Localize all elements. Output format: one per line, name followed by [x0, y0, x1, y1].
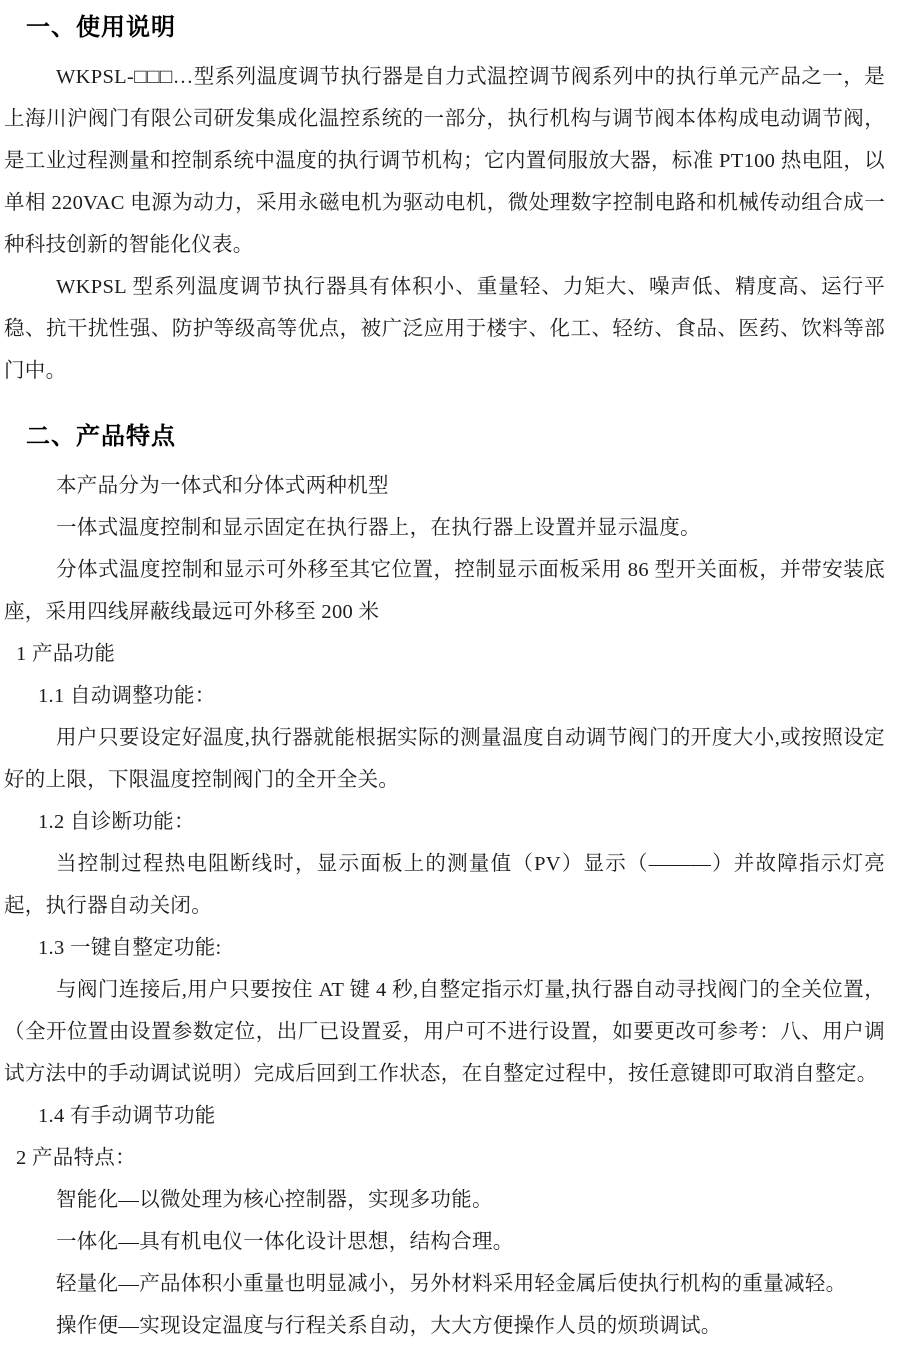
list-item-manual-adjust: 1.4 有手动调节功能 [38, 1105, 216, 1127]
paragraph-feature-integrated: 一体化—具有机电仪一体化设计思想，结构合理。 [56, 1231, 514, 1253]
list-item-product-functions: 1 产品功能 [16, 643, 116, 665]
paragraph-auto-adjust-desc: 用户只要设定好温度,执行器就能根据实际的测量温度自动调节阀门的开度大小,或按照设定好的上限，下限温度控制阀门的全开全关。 [4, 727, 885, 791]
list-item-self-diagnosis: 1.2 自诊断功能： [38, 811, 195, 833]
paragraph-product-advantages: WKPSL 型系列温度调节执行器具有体积小、重量轻、力矩大、噪声低、精度高、运行平稳、抗干扰性强、防护等级高等优点，被广泛应用于楼宇、化工、轻纺、食品、医药、饮料等部门中。 [4, 276, 885, 382]
list-item-auto-tuning: 1.3 一键自整定功能: [38, 937, 222, 959]
section-product-features [4, 419, 885, 1347]
paragraph-feature-lightweight: 轻量化—产品体积小重量也明显减小，另外材料采用轻金属后使执行机构的重量减轻。 [56, 1273, 847, 1295]
paragraph-self-diagnosis-desc: 当控制过程热电阻断线时，显示面板上的测量值（PV）显示（———）并故障指示灯亮起，执行器自动关闭。 [4, 853, 885, 917]
list-item-auto-adjust: 1.1 自动调整功能： [38, 685, 216, 707]
section-usage-instructions [4, 10, 885, 392]
section-heading-features: 二、产品特点 [26, 424, 176, 450]
list-item-product-features: 2 产品特点： [16, 1147, 136, 1169]
paragraph-product-intro: WKPSL-□□□…型系列温度调节执行器是自力式温控调节阀系列中的执行单元产品之一，是上海川沪阀门有限公司研发集成化温控系统的一部分，执行机构与调节阀本体构成电动调节阀，是工业过程测量和控制系统中温度的执行调节机构；它内置伺服放大器，标准 PT100 热电阻，以单相 220VAC 电源为动力，采用永磁电机为驱动电机，微处理数字控制电路和机械传动组合成一种科技创新的智能化仪表。 [4, 66, 885, 256]
paragraph-feature-intelligent: 智能化—以微处理为核心控制器，实现多功能。 [56, 1189, 493, 1211]
paragraph-model-types: 本产品分为一体式和分体式两种机型 [56, 475, 389, 497]
paragraph-feature-easy-operation: 操作便—实现设定温度与行程关系自动，大大方便操作人员的烦琐调试。 [56, 1315, 722, 1337]
paragraph-integrated-type: 一体式温度控制和显示固定在执行器上，在执行器上设置并显示温度。 [56, 517, 701, 539]
section-heading-usage: 一、使用说明 [26, 15, 176, 41]
paragraph-split-type: 分体式温度控制和显示可外移至其它位置，控制显示面板采用 86 型开关面板，并带安装底座，采用四线屏蔽线最远可外移至 200 米 [4, 559, 885, 623]
section-usage-body [4, 56, 885, 392]
section-features-body [4, 465, 885, 1347]
paragraph-auto-tuning-desc: 与阀门连接后,用户只要按住 AT 键 4 秒,自整定指示灯量,执行器自动寻找阀门的全关位置，（全开位置由设置参数定位，出厂已设置妥，用户可不进行设置，如要更改可参考：八、用户调试方法中的手动调试说明）完成后回到工作状态，在自整定过程中，按任意键即可取消自整定。 [4, 979, 885, 1085]
